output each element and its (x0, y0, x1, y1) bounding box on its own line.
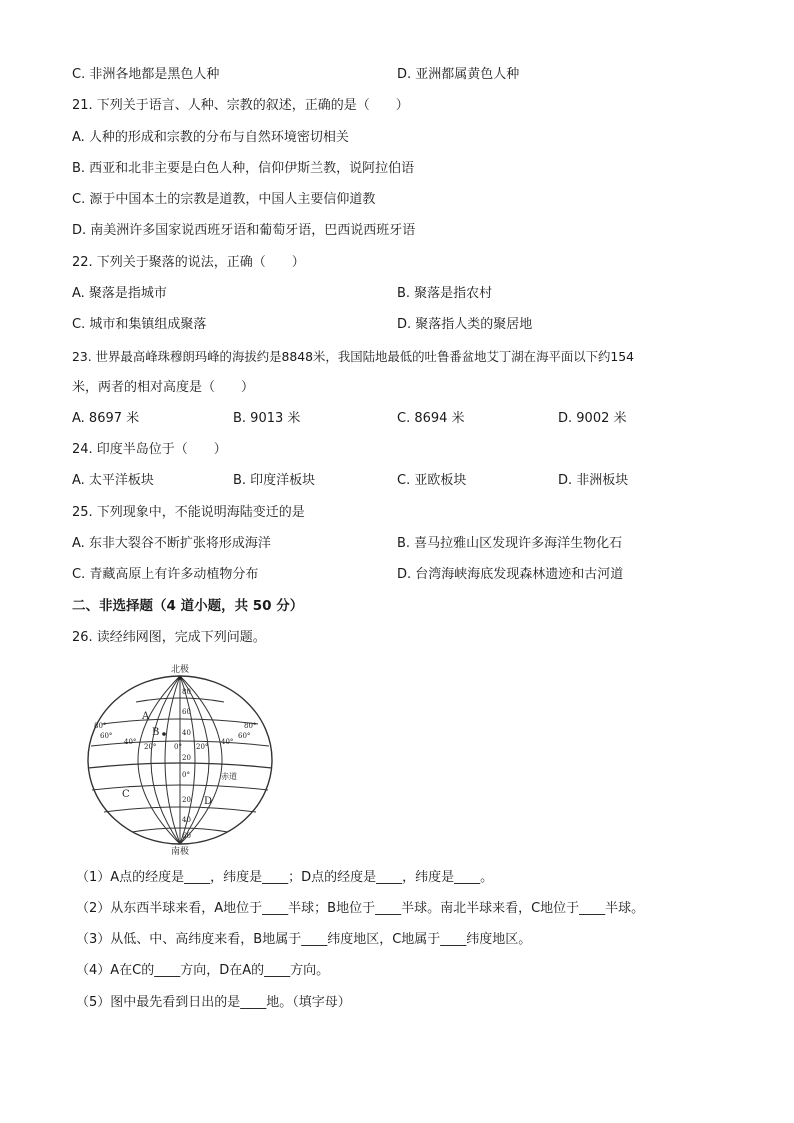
point-a-label: A (142, 711, 150, 722)
lon-tick-label: 40° (124, 738, 137, 746)
q23-stem-line2: 米，两者的相对高度是（ ） (72, 380, 255, 395)
q23-option-a: A. 8697 米 (72, 411, 140, 426)
lat-tick-label: 80 (182, 688, 191, 696)
q26-part4: （4）A在C的____方向，D在A的____方向。 (76, 963, 330, 978)
q24-option-d: D. 非洲板块 (558, 473, 629, 488)
lon-tick-label: 80° (94, 722, 107, 730)
lat-tick-label: 0° (182, 771, 190, 779)
lat-tick-label: 20 (182, 754, 191, 762)
south-pole-label: 南极 (170, 847, 190, 856)
lon-tick-label: 40° (221, 738, 234, 746)
q24-option-a: A. 太平洋板块 (72, 473, 154, 488)
meridian (165, 676, 180, 844)
q25-stem: 25. 下列现象中，不能说明海陆变迁的是 (72, 505, 305, 520)
graticule-globe-figure (84, 662, 276, 856)
q21-option-d: D. 南美洲许多国家说西班牙语和葡萄牙语，巴西说西班牙语 (72, 223, 416, 238)
point-b-label: B (152, 727, 160, 738)
q23-option-b: B. 9013 米 (233, 411, 301, 426)
point-b-dot (162, 732, 166, 736)
lat-tick-label: 20 (182, 796, 191, 804)
q20-option-c: C. 非洲各地都是黑色人种 (72, 67, 220, 82)
q21-stem: 21. 下列关于语言、人种、宗教的叙述，正确的是（ ） (72, 98, 409, 113)
q26-part1: （1）A点的经度是____，纬度是____；D点的经度是____，纬度是____。 (76, 870, 494, 885)
north-pole-dot (178, 676, 182, 680)
q22-option-a: A. 聚落是指城市 (72, 286, 167, 301)
q22-option-b: B. 聚落是指农村 (397, 286, 493, 301)
q26-part2: （2）从东西半球来看，A地位于____半球；B地位于____半球。南北半球来看，C地位于____半球。 (76, 901, 645, 916)
q25-option-a: A. 东非大裂谷不断扩张将形成海洋 (72, 536, 271, 551)
lon-tick-label: 80° (244, 722, 257, 730)
point-c-label: C (122, 789, 130, 800)
lon-tick-label: 60° (100, 732, 113, 740)
q24-option-c: C. 亚欧板块 (397, 473, 467, 488)
q26-stem: 26. 读经纬网图，完成下列问题。 (72, 630, 266, 645)
q25-option-c: C. 青藏高原上有许多动植物分布 (72, 567, 259, 582)
q21-option-a: A. 人种的形成和宗教的分布与自然环境密切相关 (72, 130, 349, 145)
q23-option-c: C. 8694 米 (397, 411, 465, 426)
q25-option-b: B. 喜马拉雅山区发现许多海洋生物化石 (397, 536, 623, 551)
lat-tick-label: 60 (182, 832, 191, 840)
lat-tick-label: 40 (182, 729, 191, 737)
q25-option-d: D. 台湾海峡海底发现森林遗迹和古河道 (397, 567, 624, 582)
q23-option-d: D. 9002 米 (558, 411, 627, 426)
q22-option-c: C. 城市和集镇组成聚落 (72, 317, 207, 332)
point-d-label: D (204, 796, 213, 807)
q24-option-b: B. 印度洋板块 (233, 473, 316, 488)
q26-part3: （3）从低、中、高纬度来看，B地属于____纬度地区，C地属于____纬度地区。 (76, 932, 532, 947)
lon-tick-label: 60° (238, 732, 251, 740)
lon-tick-label: 20° (196, 743, 209, 751)
meridian (138, 676, 180, 844)
section-heading: 二、非选择题（4 道小题，共 50 分） (72, 598, 304, 614)
q21-option-c: C. 源于中国本土的宗教是道教，中国人主要信仰道教 (72, 192, 376, 207)
q26-part5: （5）图中最先看到日出的是____地。（填字母） (76, 995, 351, 1010)
q20-option-d: D. 亚洲都属黄色人种 (397, 67, 520, 82)
q22-stem: 22. 下列关于聚落的说法，正确（ ） (72, 255, 305, 270)
q22-option-d: D. 聚落指人类的聚居地 (397, 317, 533, 332)
q21-option-b: B. 西亚和北非主要是白色人种，信仰伊斯兰教，说阿拉伯语 (72, 161, 415, 176)
lat-tick-label: 40 (182, 816, 191, 824)
north-pole-label: 北极 (170, 665, 190, 675)
equator-label: 赤道 (221, 772, 237, 781)
lon-tick-label: 0° (174, 743, 182, 751)
q24-stem: 24. 印度半岛位于（ ） (72, 442, 227, 457)
q23-stem-line1: 23. 世界最高峰珠穆朗玛峰的海拔约是8848米，我国陆地最低的吐鲁番盆地艾丁湖在海平面以下约154 (72, 349, 635, 364)
lon-tick-label: 20° (144, 743, 157, 751)
lat-tick-label: 60 (182, 708, 191, 716)
